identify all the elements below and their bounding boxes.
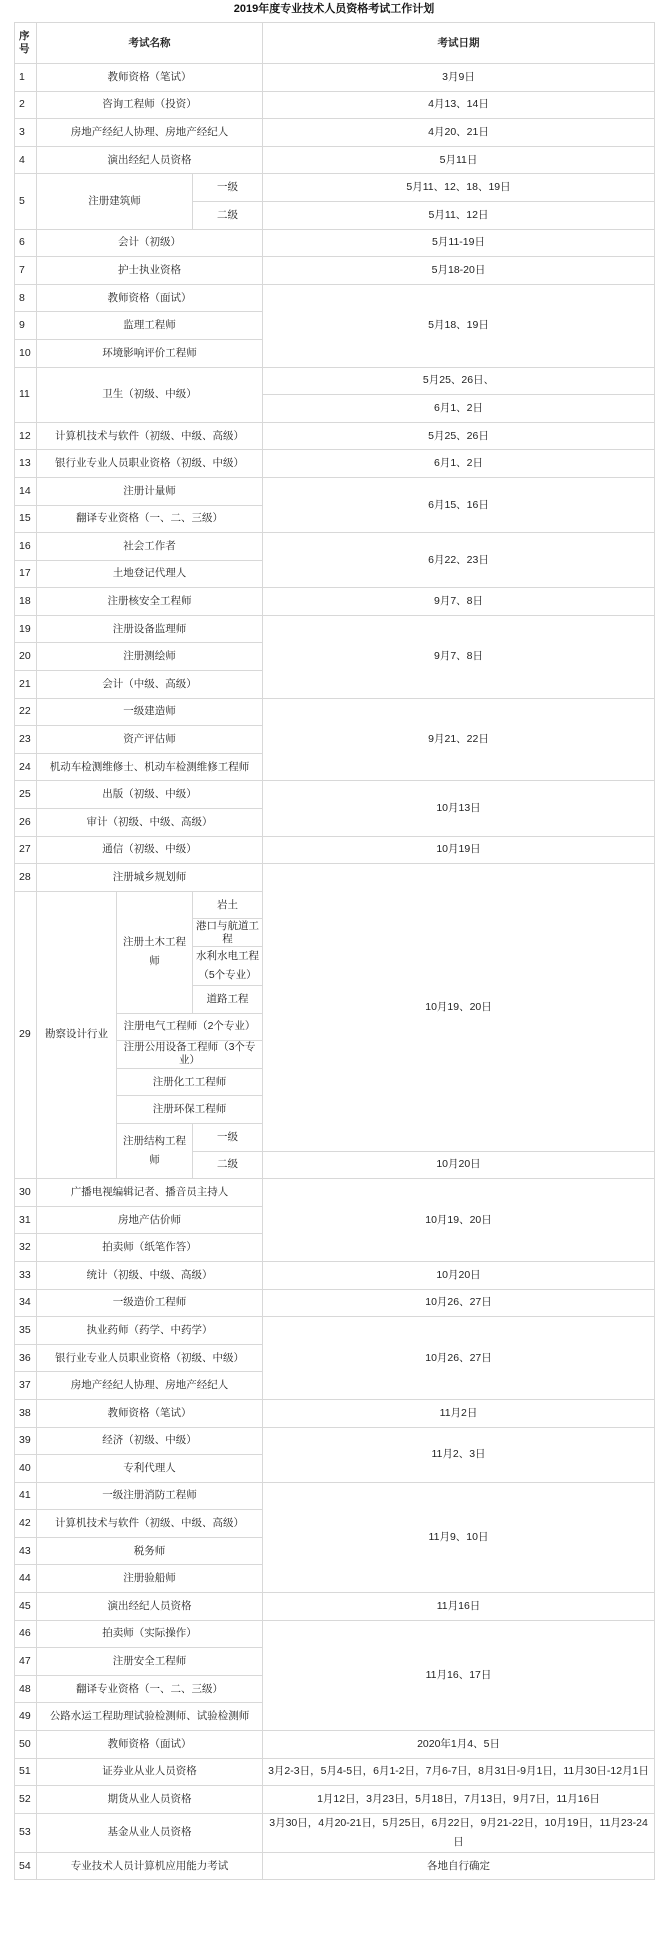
row-number: 13 (15, 450, 37, 478)
exam-name: 注册核安全工程师 (37, 588, 263, 616)
page-title: 2019年度专业技术人员资格考试工作计划 (233, 3, 435, 15)
row-number: 53 (15, 1813, 37, 1852)
row-number: 14 (15, 477, 37, 505)
table-row (15, 284, 655, 312)
exam-date: 11月16、17日 (263, 1620, 655, 1730)
exam-date: 11月9、10日 (263, 1482, 655, 1592)
exam-name: 一级造价工程师 (37, 1289, 263, 1317)
row-number: 54 (15, 1852, 37, 1880)
exam-name: 监理工程师 (37, 312, 263, 340)
exam-name: 一级注册消防工程师 (37, 1482, 263, 1510)
exam-name: 环境影响评价工程师 (37, 339, 263, 367)
exam-name: 演出经纪人员资格 (37, 146, 263, 174)
row-number: 42 (15, 1510, 37, 1538)
exam-name: 公路水运工程助理试验检测师、试验检测师 (37, 1703, 263, 1731)
exam-specialty: 港口与航道工程 (193, 919, 263, 947)
exam-level: 二级 (193, 201, 263, 229)
exam-date: 6月22、23日 (263, 533, 655, 588)
row-number: 16 (15, 533, 37, 561)
table-row (15, 1786, 655, 1814)
table-row (15, 229, 655, 257)
row-number: 19 (15, 615, 37, 643)
exam-name: 广播电视编辑记者、播音员主持人 (37, 1179, 263, 1207)
table-row (15, 119, 655, 147)
exam-category: 勘察设计行业 (37, 891, 117, 1178)
row-number: 39 (15, 1427, 37, 1455)
row-number: 15 (15, 505, 37, 533)
row-number: 29 (15, 891, 37, 1178)
exam-date: 10月20日 (263, 1151, 655, 1179)
header-date: 考试日期 (263, 23, 655, 64)
exam-name: 注册测绘师 (37, 643, 263, 671)
exam-name: 注册安全工程师 (37, 1648, 263, 1676)
row-number: 5 (15, 174, 37, 229)
exam-name: 期货从业人员资格 (37, 1786, 263, 1814)
table-row (15, 1852, 655, 1880)
exam-date: 5月18、19日 (263, 284, 655, 367)
row-number: 12 (15, 422, 37, 450)
row-number: 23 (15, 726, 37, 754)
row-number: 46 (15, 1620, 37, 1648)
header-name: 考试名称 (37, 23, 263, 64)
table-row (15, 1620, 655, 1648)
table-row (15, 588, 655, 616)
exam-date: 10月26、27日 (263, 1289, 655, 1317)
exam-subcategory: 注册公用设备工程师（3个专业） (117, 1041, 263, 1069)
exam-date: 2020年1月4、5日 (263, 1731, 655, 1759)
exam-date: 9月21、22日 (263, 698, 655, 781)
exam-name: 教师资格（面试） (37, 1731, 263, 1759)
exam-name: 出版（初级、中级） (37, 781, 263, 809)
row-number: 32 (15, 1234, 37, 1262)
exam-date: 3月2-3日，5月4-5日，6月1-2日，7月6-7日，8月31日-9月1日，11月30日-12月1日 (263, 1758, 655, 1786)
row-number: 28 (15, 864, 37, 892)
exam-name: 会计（初级） (37, 229, 263, 257)
exam-name: 机动车检测维修士、机动车检测维修工程师 (37, 753, 263, 781)
exam-date: 11月16日 (263, 1593, 655, 1621)
exam-date: 1月12日，3月23日，5月18日，7月13日，9月7日，11月16日 (263, 1786, 655, 1814)
table-row (15, 1593, 655, 1621)
row-number: 4 (15, 146, 37, 174)
exam-name: 翻译专业资格（一、二、三级） (37, 505, 263, 533)
exam-date: 10月13日 (263, 781, 655, 836)
table-header-row (15, 23, 655, 64)
table-row (15, 174, 655, 202)
row-number: 22 (15, 698, 37, 726)
exam-date: 9月7、8日 (263, 588, 655, 616)
table-row (15, 1399, 655, 1427)
row-number: 44 (15, 1565, 37, 1593)
row-number: 31 (15, 1206, 37, 1234)
exam-name: 土地登记代理人 (37, 560, 263, 588)
exam-name: 通信（初级、中级） (37, 836, 263, 864)
table-row (15, 477, 655, 505)
row-number: 1 (15, 64, 37, 92)
exam-subcategory: 注册土木工程师 (117, 891, 193, 1013)
exam-name: 执业药师（药学、中药学） (37, 1317, 263, 1345)
row-number: 8 (15, 284, 37, 312)
exam-name: 演出经纪人员资格 (37, 1593, 263, 1621)
exam-specialty: 道路工程 (193, 986, 263, 1014)
row-number: 51 (15, 1758, 37, 1786)
row-number: 10 (15, 339, 37, 367)
table-row (15, 1289, 655, 1317)
row-number: 45 (15, 1593, 37, 1621)
row-number: 41 (15, 1482, 37, 1510)
row-number: 2 (15, 91, 37, 119)
row-number: 18 (15, 588, 37, 616)
row-number: 17 (15, 560, 37, 588)
exam-subcategory: 注册环保工程师 (117, 1096, 263, 1124)
exam-date: 5月11、12日 (263, 201, 655, 229)
exam-date: 5月11日 (263, 146, 655, 174)
exam-name: 注册计量师 (37, 477, 263, 505)
exam-date: 10月19日 (263, 836, 655, 864)
table-row (15, 1261, 655, 1289)
table-row (15, 1317, 655, 1345)
exam-specialty: 岩土 (193, 891, 263, 919)
exam-level: 一级 (193, 1123, 263, 1151)
table-row (15, 422, 655, 450)
exam-subcategory: 注册电气工程师（2个专业） (117, 1013, 263, 1041)
exam-date: 4月20、21日 (263, 119, 655, 147)
table-row (15, 450, 655, 478)
exam-date: 6月15、16日 (263, 477, 655, 532)
exam-name: 专利代理人 (37, 1455, 263, 1483)
exam-name: 银行业专业人员职业资格（初级、中级） (37, 1344, 263, 1372)
exam-name: 教师资格（面试） (37, 284, 263, 312)
table-row (15, 864, 655, 892)
exam-name: 社会工作者 (37, 533, 263, 561)
exam-specialty: 水利水电工程（5个专业） (193, 947, 263, 986)
table-row (15, 64, 655, 92)
row-number: 35 (15, 1317, 37, 1345)
exam-name: 拍卖师（纸笔作答） (37, 1234, 263, 1262)
exam-date: 9月7、8日 (263, 615, 655, 698)
exam-date: 3月9日 (263, 64, 655, 92)
exam-date: 10月19、20日 (263, 864, 655, 1151)
row-number: 43 (15, 1537, 37, 1565)
exam-name: 护士执业资格 (37, 257, 263, 285)
row-number: 20 (15, 643, 37, 671)
exam-name: 计算机技术与软件（初级、中级、高级） (37, 1510, 263, 1538)
exam-name: 基金从业人员资格 (37, 1813, 263, 1852)
table-row (15, 1427, 655, 1455)
row-number: 40 (15, 1455, 37, 1483)
exam-name: 银行业专业人员职业资格（初级、中级） (37, 450, 263, 478)
row-number: 9 (15, 312, 37, 340)
exam-date: 3月30日，4月20-21日，5月25日，6月22日，9月21-22日，10月19日，11月23-24日 (263, 1813, 655, 1852)
row-number: 26 (15, 809, 37, 837)
exam-date: 5月11、12、18、19日 (263, 174, 655, 202)
table-row (15, 146, 655, 174)
exam-name: 统计（初级、中级、高级） (37, 1261, 263, 1289)
exam-subcategory: 注册结构工程师 (117, 1123, 193, 1178)
exam-date: 11月2、3日 (263, 1427, 655, 1482)
row-number: 3 (15, 119, 37, 147)
table-row (15, 1179, 655, 1207)
exam-level: 二级 (193, 1151, 263, 1179)
exam-name: 教师资格（笔试） (37, 1399, 263, 1427)
exam-date: 6月1、2日 (263, 450, 655, 478)
row-number: 37 (15, 1372, 37, 1400)
exam-date: 4月13、14日 (263, 91, 655, 119)
table-row (15, 836, 655, 864)
table-row (15, 781, 655, 809)
exam-name: 资产评估师 (37, 726, 263, 754)
exam-schedule-table (14, 22, 655, 1880)
exam-name: 注册验船师 (37, 1565, 263, 1593)
exam-name: 注册设备监理师 (37, 615, 263, 643)
exam-name: 教师资格（笔试） (37, 64, 263, 92)
exam-subcategory: 注册化工工程师 (117, 1068, 263, 1096)
row-number: 27 (15, 836, 37, 864)
exam-name: 咨询工程师（投资） (37, 91, 263, 119)
exam-date: 10月26、27日 (263, 1317, 655, 1400)
row-number: 25 (15, 781, 37, 809)
exam-name: 翻译专业资格（一、二、三级） (37, 1675, 263, 1703)
row-number: 34 (15, 1289, 37, 1317)
table-row (15, 257, 655, 285)
exam-date-line-2: 6月1、2日 (263, 395, 655, 423)
row-number: 30 (15, 1179, 37, 1207)
row-number: 24 (15, 753, 37, 781)
row-number: 7 (15, 257, 37, 285)
exam-date-line-1: 5月25、26日、 (263, 367, 655, 395)
table-row (15, 698, 655, 726)
table-row (15, 367, 655, 395)
exam-name: 房地产估价师 (37, 1206, 263, 1234)
exam-name: 房地产经纪人协理、房地产经纪人 (37, 1372, 263, 1400)
exam-date: 各地自行确定 (263, 1852, 655, 1880)
exam-name: 证券业从业人员资格 (37, 1758, 263, 1786)
exam-name: 计算机技术与软件（初级、中级、高级） (37, 422, 263, 450)
exam-name: 经济（初级、中级） (37, 1427, 263, 1455)
exam-name: 审计（初级、中级、高级） (37, 809, 263, 837)
table-row (15, 533, 655, 561)
exam-date: 11月2日 (263, 1399, 655, 1427)
exam-name: 税务师 (37, 1537, 263, 1565)
exam-date: 10月19、20日 (263, 1179, 655, 1262)
exam-name: 卫生（初级、中级） (37, 367, 263, 422)
exam-date: 5月25、26日 (263, 422, 655, 450)
row-number: 49 (15, 1703, 37, 1731)
exam-date: 5月18-20日 (263, 257, 655, 285)
exam-name: 注册建筑师 (37, 174, 193, 229)
table-row (15, 615, 655, 643)
exam-name: 拍卖师（实际操作） (37, 1620, 263, 1648)
exam-date: 10月20日 (263, 1261, 655, 1289)
table-row (15, 1482, 655, 1510)
exam-level: 一级 (193, 174, 263, 202)
row-number: 36 (15, 1344, 37, 1372)
row-number: 47 (15, 1648, 37, 1676)
exam-date: 5月11-19日 (263, 229, 655, 257)
exam-name: 专业技术人员计算机应用能力考试 (37, 1852, 263, 1880)
row-number: 50 (15, 1731, 37, 1759)
row-number: 33 (15, 1261, 37, 1289)
row-number: 38 (15, 1399, 37, 1427)
row-number: 11 (15, 367, 37, 422)
header-no: 序号 (15, 23, 37, 64)
table-row (15, 1731, 655, 1759)
exam-name: 一级建造师 (37, 698, 263, 726)
exam-name: 注册城乡规划师 (37, 864, 263, 892)
table-row (15, 91, 655, 119)
row-number: 52 (15, 1786, 37, 1814)
row-number: 48 (15, 1675, 37, 1703)
row-number: 6 (15, 229, 37, 257)
exam-name: 会计（中级、高级） (37, 671, 263, 699)
exam-name: 房地产经纪人协理、房地产经纪人 (37, 119, 263, 147)
row-number: 21 (15, 671, 37, 699)
